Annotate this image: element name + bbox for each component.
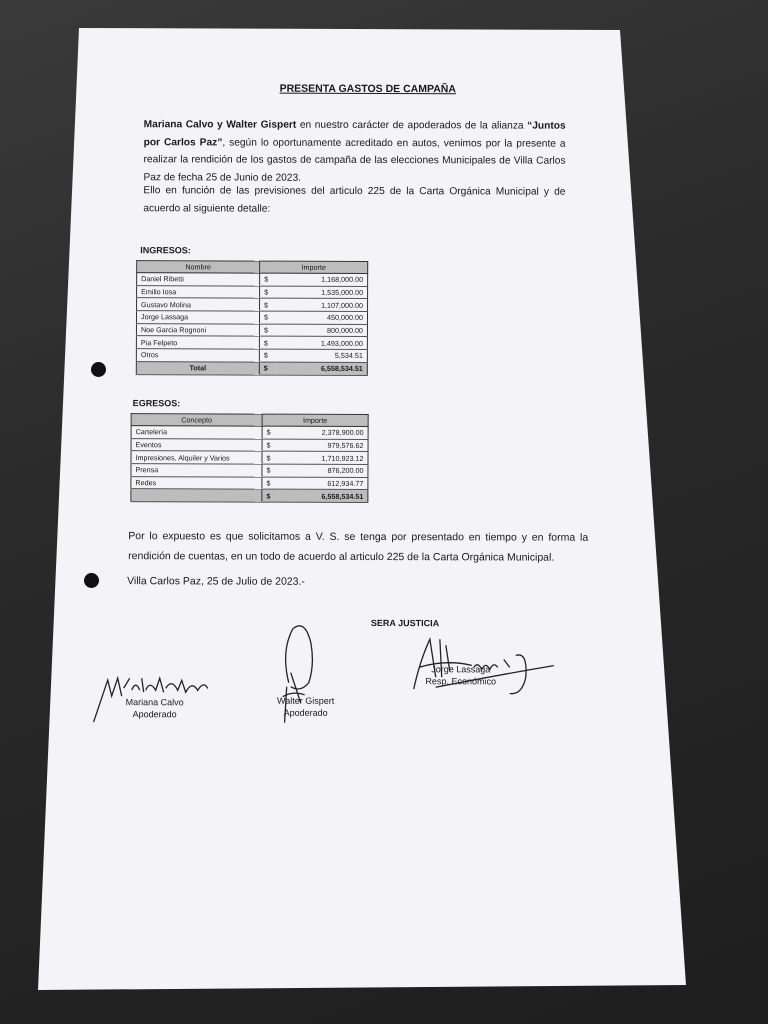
row-amount: 1,107,000.00 bbox=[276, 299, 368, 312]
table-row bbox=[137, 298, 368, 311]
total-currency: $ bbox=[262, 490, 279, 503]
table-row bbox=[131, 464, 368, 478]
egresos-label: EGRESOS: bbox=[132, 398, 181, 409]
table-row bbox=[136, 336, 367, 349]
row-amount: 1,710,923.12 bbox=[278, 452, 368, 465]
row-currency: $ bbox=[259, 311, 276, 324]
row-name: Noe Garcia Rognoni bbox=[136, 323, 259, 336]
row-currency: $ bbox=[262, 439, 279, 452]
table-row bbox=[131, 476, 368, 490]
row-amount: 5,534.51 bbox=[276, 349, 368, 362]
alliance-name: “Juntos por Carlos Paz” bbox=[143, 120, 566, 148]
total-label: Total bbox=[136, 361, 259, 374]
table-row bbox=[131, 451, 368, 465]
signature-block-2 bbox=[266, 695, 346, 719]
ingresos-col-name: Nombre bbox=[137, 261, 260, 273]
row-name: Redes bbox=[131, 476, 262, 489]
table-row bbox=[136, 323, 367, 336]
row-amount: 979,576.62 bbox=[279, 439, 369, 452]
ingresos-table bbox=[136, 260, 368, 375]
egresos-col-amount: Importe bbox=[262, 414, 368, 426]
row-currency: $ bbox=[262, 477, 279, 490]
row-currency: $ bbox=[262, 464, 279, 477]
row-name: Otros bbox=[136, 349, 259, 362]
table-row bbox=[131, 426, 368, 440]
total-label bbox=[131, 489, 262, 502]
document-title: PRESENTA GASTOS DE CAMPAÑA bbox=[279, 82, 457, 96]
signer-name: Mariana Calvo bbox=[125, 697, 184, 708]
total-amount: 6,558,534.51 bbox=[276, 362, 368, 375]
signer-name: Walter Gispert bbox=[277, 695, 335, 706]
row-name: Eventos bbox=[131, 438, 262, 451]
detail-paragraph: Ello en función de las previsiones del articulo 225 de la Carta Orgánica Municipal y de acuerdo al siguiente detalle: bbox=[143, 185, 566, 215]
row-name: Gustavo Molina bbox=[137, 298, 260, 311]
document-page bbox=[85, 30, 648, 982]
signer-name: Jorge Lassaga bbox=[431, 664, 491, 675]
row-currency: $ bbox=[259, 349, 276, 362]
egresos-col-name: Concepto bbox=[131, 414, 262, 426]
row-currency: $ bbox=[262, 451, 279, 464]
row-name: Prensa bbox=[131, 464, 262, 477]
table-row bbox=[131, 438, 368, 452]
row-currency: $ bbox=[260, 273, 277, 286]
table-row bbox=[137, 285, 368, 298]
row-currency: $ bbox=[260, 286, 277, 299]
row-amount: 1,168,000.00 bbox=[276, 273, 368, 286]
sera-justicia: SERA JUSTICIA bbox=[370, 617, 440, 629]
row-amount: 450,000.00 bbox=[276, 311, 368, 324]
signer-role: Resp. Económico bbox=[425, 676, 497, 687]
total-row bbox=[136, 361, 367, 374]
signature-block-3 bbox=[416, 663, 506, 687]
row-currency: $ bbox=[259, 324, 276, 337]
signer-role: Apoderado bbox=[283, 707, 328, 718]
apoderados-names: Mariana Calvo y Walter Gispert bbox=[143, 119, 297, 131]
row-amount: 2,378,900.00 bbox=[279, 426, 369, 439]
row-amount: 612,934.77 bbox=[278, 477, 368, 490]
row-currency: $ bbox=[260, 298, 277, 311]
total-row bbox=[131, 489, 368, 503]
row-amount: 1,493,000.00 bbox=[276, 337, 368, 350]
row-name: Cartelería bbox=[131, 426, 262, 439]
egresos-table bbox=[130, 413, 368, 503]
row-name: Jorge Lassaga bbox=[136, 311, 259, 324]
row-currency: $ bbox=[262, 426, 279, 439]
row-name: Daniel Ribetti bbox=[137, 273, 260, 286]
closing-paragraph: Por lo expuesto es que solicitamos a V. S. se tenga por presentado en tiempo y en forma la rendición de cuentas, en un todo de acuerdo al articulo 225 de la Carta Orgánica Municipal. bbox=[128, 530, 589, 564]
total-amount: 6,558,534.51 bbox=[278, 490, 368, 503]
total-currency: $ bbox=[259, 362, 276, 375]
row-amount: 876,200.00 bbox=[278, 464, 368, 477]
table-row bbox=[136, 349, 367, 362]
ingresos-col-amount: Importe bbox=[260, 261, 368, 273]
row-name: Emilio Iosa bbox=[137, 285, 260, 298]
table-row bbox=[137, 273, 368, 286]
signature-block-1 bbox=[111, 696, 199, 720]
intro-paragraph: Mariana Calvo y Walter Gispert en nuestro carácter de apoderados de la alianza “Juntos por Carlos Paz”, según lo oportunamente acreditado en autos, venimos por la presente a realizar la rendición de los gastos de campaña de las elecciones Municipales de Villa Carlos Paz de fecha 25 de Junio de 2023. bbox=[143, 119, 566, 184]
row-name: Pia Felpeto bbox=[136, 336, 259, 349]
date-line: Villa Carlos Paz, 25 de Julio de 2023.- bbox=[127, 575, 305, 588]
signer-role: Apoderado bbox=[132, 709, 177, 720]
row-name: Impresiones, Alquiler y Varios bbox=[131, 451, 262, 464]
row-amount: 800,000.00 bbox=[276, 324, 368, 337]
row-amount: 1,535,000.00 bbox=[276, 286, 368, 299]
ingresos-label: INGRESOS: bbox=[140, 245, 191, 256]
table-row bbox=[136, 311, 367, 324]
row-currency: $ bbox=[259, 337, 276, 350]
